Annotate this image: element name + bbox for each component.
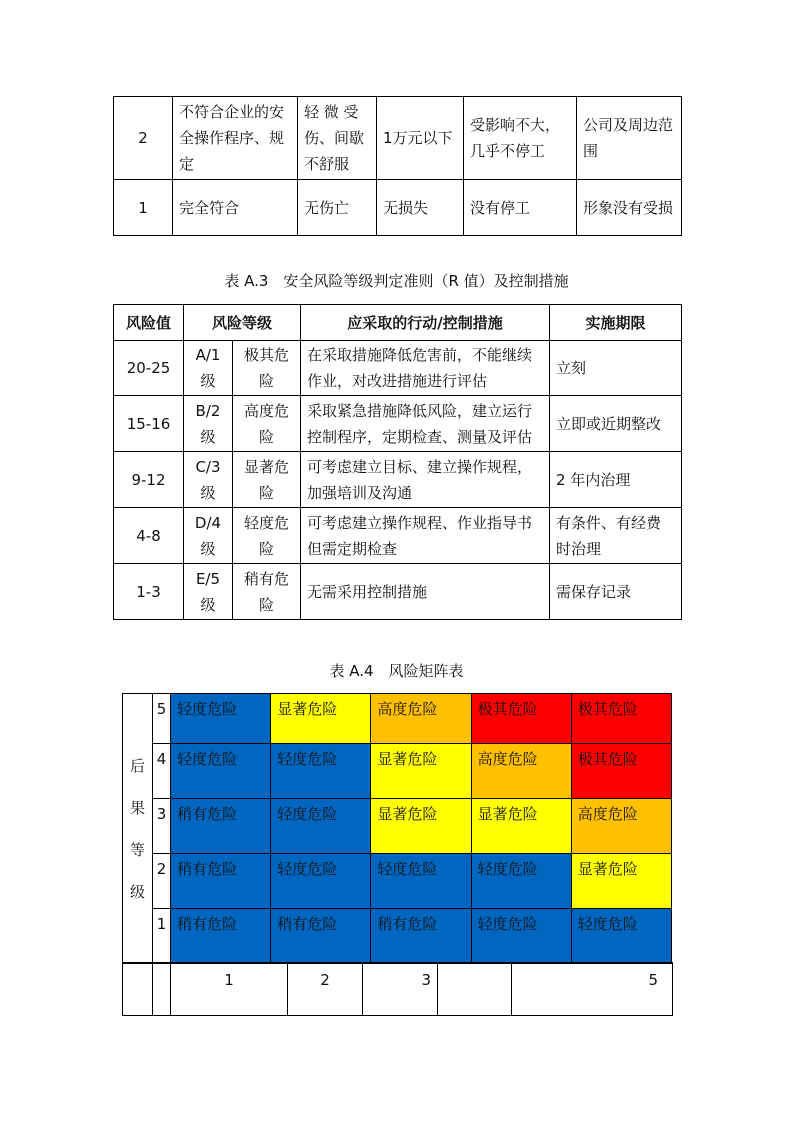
table-row <box>114 97 682 180</box>
table-cell: 1万元以下 <box>377 97 464 180</box>
consequence-level-label <box>123 694 153 964</box>
deadline-cell: 立即或近期整改 <box>550 396 682 452</box>
risk-level-criteria-table <box>113 304 682 620</box>
risk-grade-cell: E/5级 <box>184 564 233 620</box>
consequence-level-number: 3 <box>153 799 171 854</box>
ylabel-char: 级 <box>130 882 146 901</box>
matrix-row <box>123 799 672 854</box>
matrix-cell: 轻度危险 <box>271 799 371 854</box>
level-cell: 2 <box>114 97 173 180</box>
risk-value-cell: 20-25 <box>114 341 184 396</box>
matrix-cell: 显著危险 <box>271 694 371 744</box>
matrix-row <box>123 909 672 964</box>
empty-cell <box>153 963 171 1016</box>
table-cell: 轻 微 受伤、间歇不舒服 <box>298 97 377 180</box>
matrix-cell: 稍有危险 <box>171 909 271 964</box>
table-a4-caption: 表 A.4 风险矩阵表 <box>329 662 464 680</box>
matrix-cell: 轻度危险 <box>171 694 271 744</box>
matrix-cell: 轻度危险 <box>271 854 371 909</box>
deadline-cell: 需保存记录 <box>550 564 682 620</box>
risk-value-cell: 9-12 <box>114 452 184 508</box>
risk-grade-cell: D/4级 <box>184 508 233 564</box>
empty-cell <box>123 963 153 1016</box>
table-cell: 受影响不大，几乎不停工 <box>464 97 577 180</box>
likelihood-label: 3 <box>363 963 438 1016</box>
matrix-cell: 显著危险 <box>371 744 471 799</box>
likelihood-label: 1 <box>171 963 288 1016</box>
severity-criteria-table-fragment <box>113 96 682 236</box>
table-a3-caption: 表 A.3 安全风险等级判定准则（R 值）及控制措施 <box>224 272 569 290</box>
matrix-cell: 极其危险 <box>571 744 671 799</box>
table-header-row <box>114 305 682 341</box>
matrix-cell: 高度危险 <box>371 694 471 744</box>
risk-grade-cell: C/3级 <box>184 452 233 508</box>
table-cell: 完全符合 <box>173 180 298 236</box>
table-cell: 无伤亡 <box>298 180 377 236</box>
deadline-cell: 立刻 <box>550 341 682 396</box>
table-cell: 形象没有受损 <box>577 180 682 236</box>
likelihood-label <box>438 963 512 1016</box>
table-row <box>114 180 682 236</box>
action-cell: 无需采用控制措施 <box>301 564 550 620</box>
x-axis-row <box>123 963 673 1016</box>
consequence-level-number: 1 <box>153 909 171 964</box>
matrix-cell: 稍有危险 <box>271 909 371 964</box>
consequence-level-number: 5 <box>153 694 171 744</box>
matrix-cell: 显著危险 <box>471 799 571 854</box>
column-header: 风险值 <box>114 305 184 341</box>
risk-name-cell: 显著危险 <box>233 452 301 508</box>
table-cell: 公司及周边范围 <box>577 97 682 180</box>
matrix-cell: 极其危险 <box>471 694 571 744</box>
likelihood-label: 5 <box>512 963 673 1016</box>
matrix-cell: 轻度危险 <box>471 854 571 909</box>
level-cell: 1 <box>114 180 173 236</box>
action-cell: 可考虑建立操作规程、作业指导书但需定期检查 <box>301 508 550 564</box>
matrix-cell: 稍有危险 <box>171 799 271 854</box>
matrix-cell: 显著危险 <box>371 799 471 854</box>
table-cell: 不符合企业的安全操作程序、规定 <box>173 97 298 180</box>
risk-value-cell: 4-8 <box>114 508 184 564</box>
deadline-cell: 有条件、有经费时治理 <box>550 508 682 564</box>
table-row <box>114 452 682 508</box>
risk-name-cell: 极其危险 <box>233 341 301 396</box>
matrix-row <box>123 854 672 909</box>
matrix-row <box>123 694 672 744</box>
risk-value-cell: 1-3 <box>114 564 184 620</box>
table-row <box>114 508 682 564</box>
matrix-cell: 轻度危险 <box>171 744 271 799</box>
matrix-cell: 轻度危险 <box>371 854 471 909</box>
risk-name-cell: 高度危险 <box>233 396 301 452</box>
risk-name-cell: 轻度危险 <box>233 508 301 564</box>
action-cell: 可考虑建立目标、建立操作规程，加强培训及沟通 <box>301 452 550 508</box>
risk-name-cell: 稍有危险 <box>233 564 301 620</box>
matrix-cell: 稍有危险 <box>371 909 471 964</box>
consequence-level-number: 2 <box>153 854 171 909</box>
risk-grade-cell: B/2级 <box>184 396 233 452</box>
matrix-cell: 轻度危险 <box>271 744 371 799</box>
matrix-row <box>123 744 672 799</box>
risk-matrix-x-axis <box>122 962 673 1016</box>
table-row <box>114 396 682 452</box>
likelihood-label: 2 <box>288 963 363 1016</box>
action-cell: 在采取措施降低危害前，不能继续作业，对改进措施进行评估 <box>301 341 550 396</box>
matrix-cell: 轻度危险 <box>471 909 571 964</box>
column-header: 应采取的行动/控制措施 <box>301 305 550 341</box>
risk-value-cell: 15-16 <box>114 396 184 452</box>
matrix-cell: 稍有危险 <box>171 854 271 909</box>
matrix-cell: 极其危险 <box>571 694 671 744</box>
table-cell: 没有停工 <box>464 180 577 236</box>
column-header: 实施期限 <box>550 305 682 341</box>
ylabel-char: 果 <box>130 798 146 817</box>
matrix-cell: 高度危险 <box>471 744 571 799</box>
deadline-cell: 2 年内治理 <box>550 452 682 508</box>
column-header: 风险等级 <box>184 305 301 341</box>
matrix-cell: 轻度危险 <box>571 909 671 964</box>
matrix-cell: 显著危险 <box>571 854 671 909</box>
table-row <box>114 564 682 620</box>
risk-matrix-table <box>122 693 672 964</box>
consequence-level-number: 4 <box>153 744 171 799</box>
table-row <box>114 341 682 396</box>
ylabel-char: 后 <box>130 756 146 775</box>
ylabel-char: 等 <box>130 840 146 859</box>
risk-grade-cell: A/1级 <box>184 341 233 396</box>
table-cell: 无损失 <box>377 180 464 236</box>
matrix-cell: 高度危险 <box>571 799 671 854</box>
action-cell: 采取紧急措施降低风险，建立运行控制程序，定期检查、测量及评估 <box>301 396 550 452</box>
